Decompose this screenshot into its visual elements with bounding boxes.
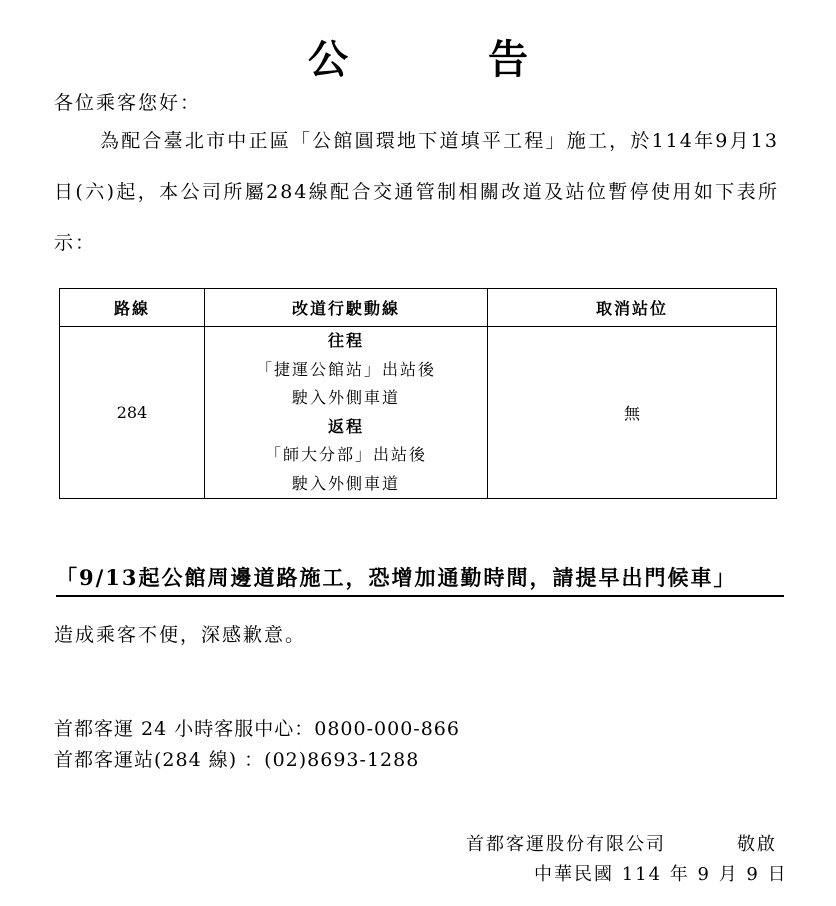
detour-line: 「師大分部」出站後 bbox=[264, 445, 427, 464]
detour-line: 駛入外側車道 bbox=[291, 388, 400, 407]
contact-hotline: 首都客運 24 小時客服中心：0800-000-866 bbox=[54, 718, 460, 740]
detour-direction: 返程 bbox=[327, 416, 364, 436]
detour-line: 駛入外側車道 bbox=[291, 473, 400, 493]
header-route: 路線 bbox=[60, 289, 205, 327]
detour-lines bbox=[205, 327, 487, 498]
body-paragraph: 為配合臺北市中正區「公館圓環地下道填平工程」施工，於114年9月13日(六)起，本公司所屬284線配合交通管制相關改道及站位暫停使用如下表所示： bbox=[54, 130, 779, 254]
route-table bbox=[59, 288, 777, 499]
regards-text: 敬啟 bbox=[737, 834, 777, 855]
header-cancelled-stops: 取消站位 bbox=[488, 289, 777, 327]
cancelled-stops: 無 bbox=[488, 327, 777, 499]
table-header-row bbox=[60, 289, 777, 327]
table-row bbox=[60, 327, 777, 499]
greeting: 各位乘客您好： bbox=[54, 92, 202, 114]
detour-line: 「捷運公館站」出站後 bbox=[255, 359, 436, 379]
header-detour: 改道行駛動線 bbox=[205, 289, 488, 327]
apology-text: 造成乘客不便，深感歉意。 bbox=[54, 624, 307, 646]
notice-date: 中華民國 114 年 9 月 9 日 bbox=[534, 864, 788, 885]
detour-cell bbox=[205, 327, 488, 499]
page-title: 公 告 bbox=[308, 37, 578, 83]
route-number: 284 bbox=[60, 327, 205, 499]
detour-direction: 往程 bbox=[327, 331, 364, 350]
contact-station: 首都客運站(284 線) ：(02)8693-1288 bbox=[54, 749, 420, 771]
company-name: 首都客運股份有限公司 bbox=[466, 834, 666, 855]
notice-banner: 「9/13起公館周邊道路施工，恐增加通勤時間，請提早出門候車」 bbox=[56, 562, 784, 597]
